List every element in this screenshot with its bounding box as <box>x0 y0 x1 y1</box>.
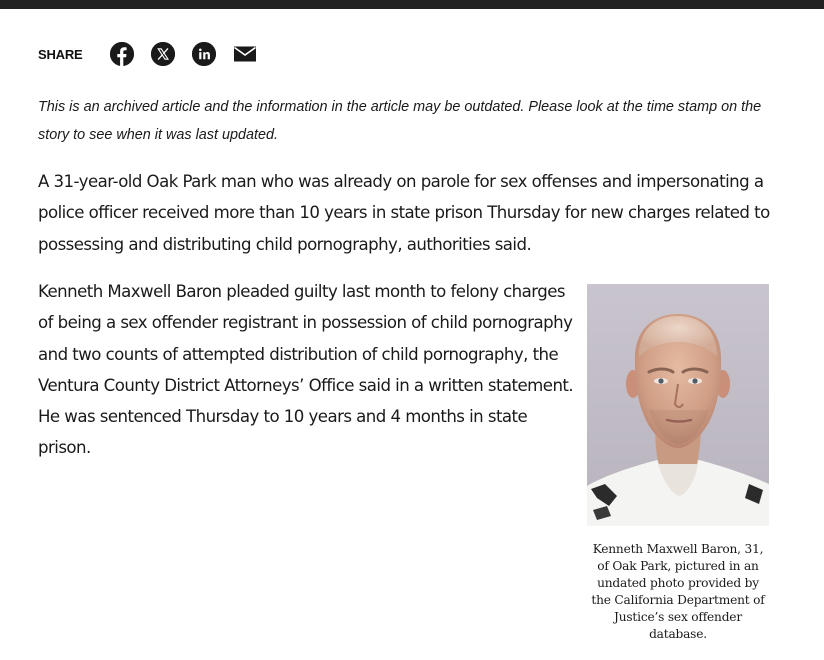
article-paragraph: Kenneth Maxwell Baron pleaded guilty last month to felony charges of being a sex offender registrant in possession of child pornography and two counts of attempted distribution of child pornography, the Ventura County District Attorneys’ Office said in a written statement. He was sentenced Thursday to 10 years and 4 months in state prison. <box>38 282 574 458</box>
mail-icon <box>233 44 257 64</box>
share-label: SHARE <box>38 46 83 62</box>
email-share-button[interactable] <box>233 42 257 66</box>
linkedin-icon <box>192 42 216 66</box>
x-icon <box>151 42 175 66</box>
facebook-icon <box>110 42 134 66</box>
facebook-share-button[interactable] <box>110 42 134 66</box>
mugshot-photo <box>587 284 769 526</box>
article-paragraph: A 31-year-old Oak Park man who was already on parole for sex offenses and impersonating a police officer received more than 10 years in state prison Thursday for new charges related to possessing and distributing child pornography, authorities said. <box>38 172 770 254</box>
archived-article-notice: This is an archived article and the information in the article may be outdated. Please look at the time stamp on the story to see when it was last updated. <box>38 99 762 143</box>
site-header-bar <box>0 0 824 9</box>
linkedin-share-button[interactable] <box>192 42 216 66</box>
x-share-button[interactable] <box>151 42 175 66</box>
photo-caption: Kenneth Maxwell Baron, 31, of Oak Park, pictured in an undated photo provided by the California Department of Justice’s sex offender database. <box>591 542 765 641</box>
share-bar <box>38 40 274 68</box>
